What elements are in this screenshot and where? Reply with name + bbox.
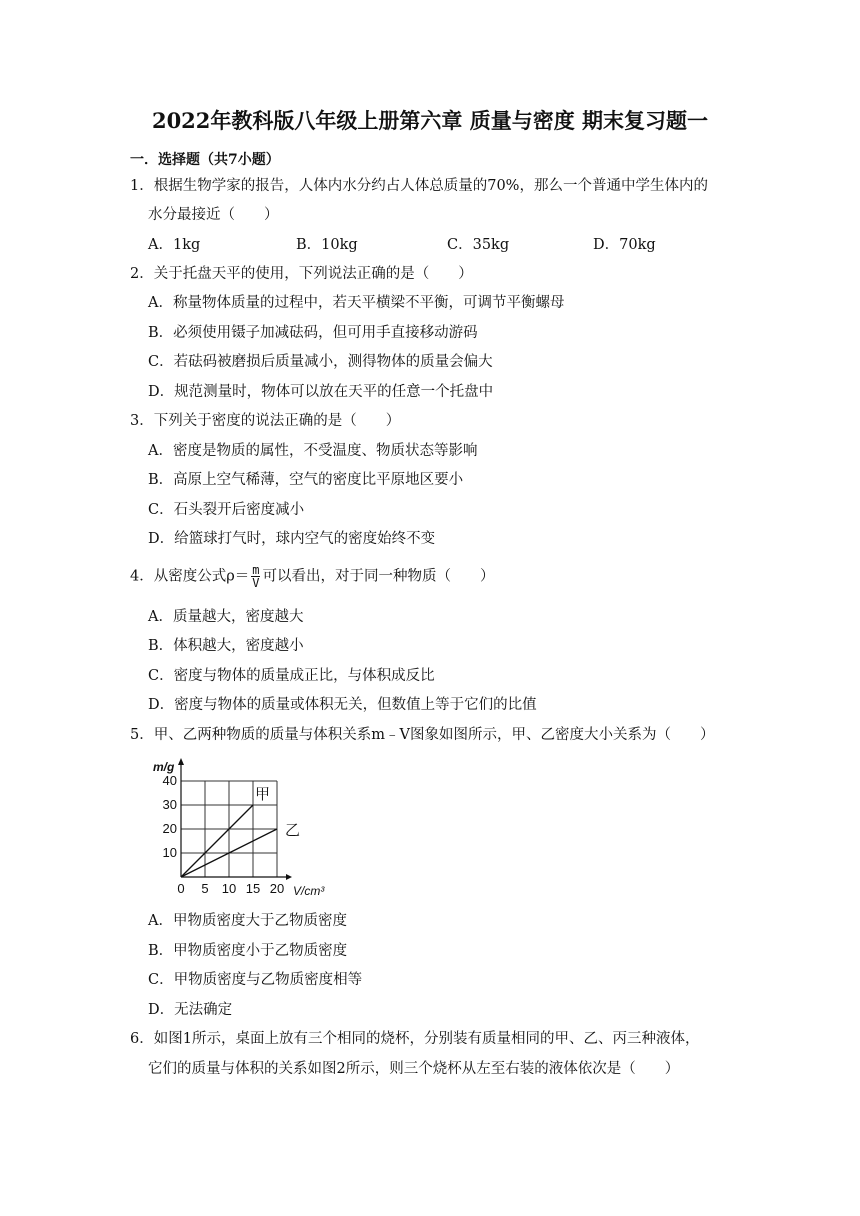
question-6-stem-line1: 6．如图1所示，桌面上放有三个相同的烧杯，分别装有质量相同的甲、乙、丙三种液体， bbox=[130, 1031, 700, 1047]
y-tick-label: 40 bbox=[162, 773, 177, 788]
question-2-option-d: D．规范测量时，物体可以放在天平的任意一个托盘中 bbox=[148, 384, 494, 400]
question-3-option-a: A．密度是物质的属性，不受温度、物质状态等影响 bbox=[148, 443, 478, 459]
question-4-stem-before: 4．从密度公式ρ＝ bbox=[130, 568, 250, 585]
x-tick-label: 10 bbox=[221, 881, 237, 896]
x-axis-label: V/cm³ bbox=[293, 884, 325, 898]
series-label: 乙 bbox=[285, 822, 301, 839]
question-1-option-b: B．10kg bbox=[296, 237, 358, 253]
x-tick-label: 20 bbox=[269, 881, 285, 896]
question-3-stem: 3．下列关于密度的说法正确的是（ ） bbox=[130, 413, 401, 429]
density-formula-fraction bbox=[251, 564, 260, 589]
question-5-stem: 5．甲、乙两种物质的质量与体积关系m﹣V图象如图所示，甲、乙密度大小关系为（ ） bbox=[130, 727, 715, 743]
question-2-option-a: A．称量物体质量的过程中，若天平横梁不平衡，可调节平衡螺母 bbox=[148, 295, 565, 311]
question-2-stem: 2．关于托盘天平的使用，下列说法正确的是（ ） bbox=[130, 266, 473, 282]
question-5-option-d: D．无法确定 bbox=[148, 1002, 233, 1018]
mass-volume-chart bbox=[145, 755, 345, 900]
document-title: 2022年教科版八年级上册第六章 质量与密度 期末复习题一 bbox=[151, 108, 709, 133]
question-3-option-d: D．给篮球打气时，球内空气的密度始终不变 bbox=[148, 531, 436, 547]
y-tick-label: 30 bbox=[162, 797, 177, 812]
fraction-denominator: V bbox=[252, 576, 260, 590]
question-2-option-b: B．必须使用镊子加减砝码，但可用手直接移动游码 bbox=[148, 325, 478, 341]
question-1-option-d: D．70kg bbox=[593, 237, 656, 253]
x-tick-label: 0 bbox=[177, 881, 185, 896]
question-4-option-a: A．质量越大，密度越大 bbox=[148, 609, 304, 625]
question-3-option-c: C．石头裂开后密度减小 bbox=[148, 502, 305, 518]
question-1-option-c: C．35kg bbox=[447, 237, 510, 253]
y-axis-label: m/g bbox=[153, 760, 175, 774]
question-4-option-d: D．密度与物体的质量或体积无关，但数值上等于它们的比值 bbox=[148, 697, 537, 713]
x-axis-arrow bbox=[286, 874, 292, 880]
question-4-stem bbox=[130, 564, 494, 589]
question-5-option-b: B．甲物质密度小于乙物质密度 bbox=[148, 943, 348, 959]
question-3-option-b: B．高原上空气稀薄，空气的密度比平原地区要小 bbox=[148, 472, 464, 488]
question-4-option-b: B．体积越大，密度越小 bbox=[148, 638, 304, 654]
y-tick-label: 10 bbox=[162, 845, 177, 860]
fraction-numerator: m bbox=[252, 563, 260, 577]
question-1-stem-line2: 水分最接近（ ） bbox=[148, 207, 279, 223]
question-5-option-a: A．甲物质密度大于乙物质密度 bbox=[148, 913, 347, 929]
question-1-option-a: A．1kg bbox=[148, 237, 201, 253]
series-line-jia bbox=[181, 805, 253, 877]
question-1-stem-line1: 1．根据生物学家的报告，人体内水分约占人体总质量的70%，那么一个普通中学生体内的 bbox=[130, 178, 708, 194]
x-tick-label: 5 bbox=[201, 881, 209, 896]
question-2-option-c: C．若砝码被磨损后质量减小，测得物体的质量会偏大 bbox=[148, 354, 493, 370]
y-axis-arrow bbox=[178, 758, 184, 765]
y-tick-label: 20 bbox=[162, 821, 177, 836]
section-heading: 一．选择题（共7小题） bbox=[130, 152, 280, 168]
question-4-stem-after: 可以看出，对于同一种物质（ ） bbox=[262, 568, 495, 585]
question-4-option-c: C．密度与物体的质量成正比，与体积成反比 bbox=[148, 668, 435, 684]
question-6-stem-line2: 它们的质量与体积的关系如图2所示，则三个烧杯从左至右装的液体依次是（ ） bbox=[148, 1061, 680, 1077]
question-5-option-c: C．甲物质密度与乙物质密度相等 bbox=[148, 972, 363, 988]
series-label: 甲 bbox=[255, 786, 271, 803]
x-tick-label: 15 bbox=[245, 881, 261, 896]
